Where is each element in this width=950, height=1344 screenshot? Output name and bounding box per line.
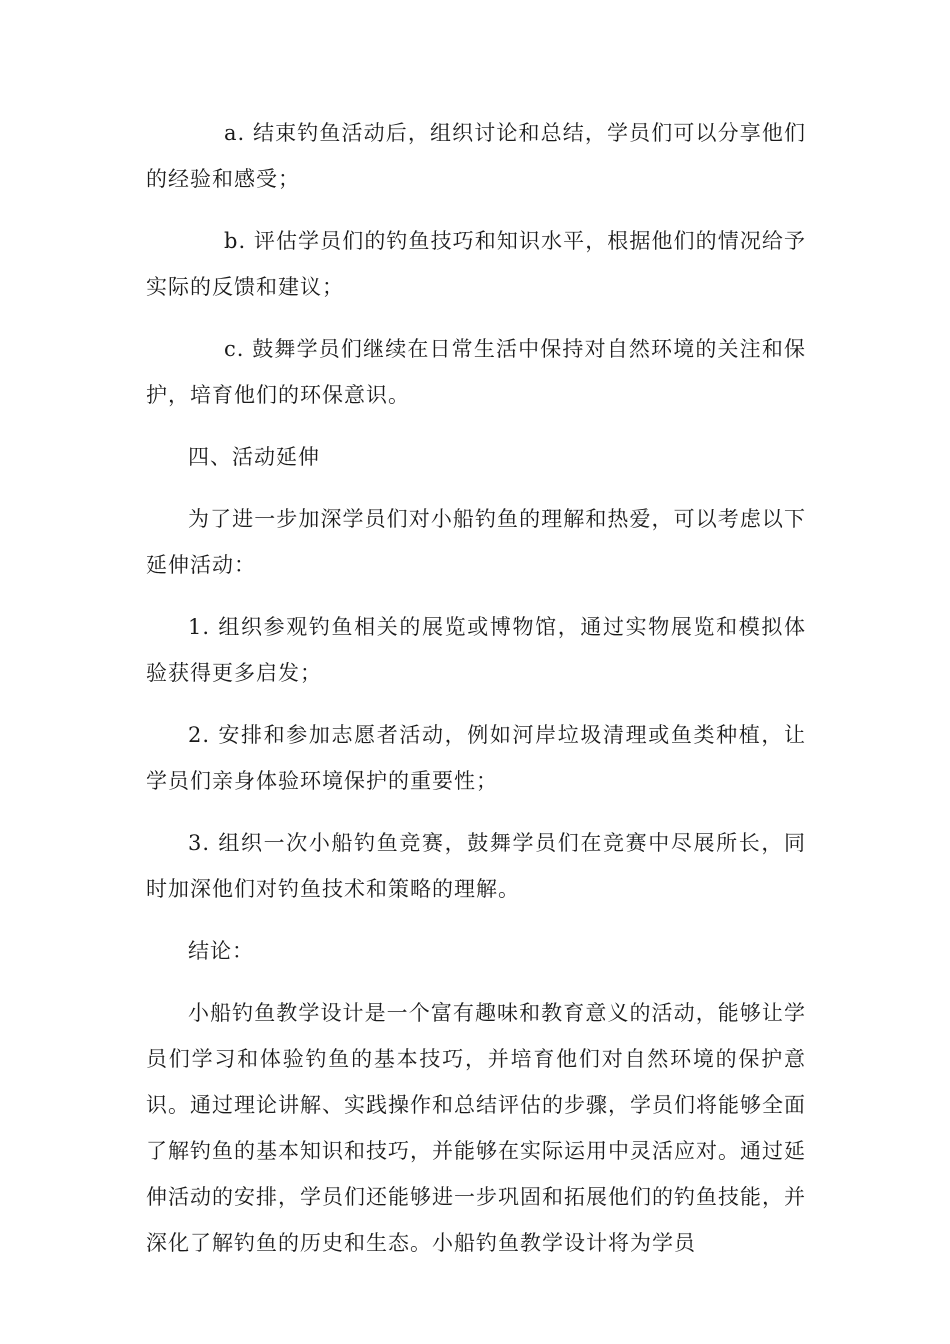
section-heading-conclusion: 结论：: [188, 939, 254, 963]
document-body: [146, 110, 806, 1282]
list-item-c: c. 鼓舞学员们继续在日常生活中保持对自然环境的关注和保护，培育他们的环保意识。: [146, 337, 806, 407]
section-heading-activity-extension: 四、活动延伸: [188, 445, 320, 469]
paragraph-conclusion: 小船钓鱼教学设计是一个富有趣味和教育意义的活动，能够让学员们学习和体验钓鱼的基本技巧，并培育他们对自然环境的保护意识。通过理论讲解、实践操作和总结评估的步骤，学员们将能够全面了解钓鱼的基本知识和技巧，并能够在实际运用中灵活应对。通过延伸活动的安排，学员们还能够进一步巩固和拓展他们的钓鱼技能，并深化了解钓鱼的历史和生态。小船钓鱼教学设计将为学员: [146, 1001, 806, 1255]
list-item-a: a. 结束钓鱼活动后，组织讨论和总结，学员们可以分享他们的经验和感受；: [146, 121, 806, 191]
list-item-b: b. 评估学员们的钓鱼技巧和知识水平，根据他们的情况给予实际的反馈和建议；: [146, 229, 806, 299]
paragraph-extension-intro: 为了进一步加深学员们对小船钓鱼的理解和热爱，可以考虑以下延伸活动：: [146, 507, 806, 577]
list-item-1: 1. 组织参观钓鱼相关的展览或博物馆，通过实物展览和模拟体验获得更多启发；: [146, 615, 806, 685]
list-item-2: 2. 安排和参加志愿者活动，例如河岸垃圾清理或鱼类种植，让学员们亲身体验环境保护的重要性；: [146, 723, 806, 793]
list-item-3: 3. 组织一次小船钓鱼竞赛，鼓舞学员们在竞赛中尽展所长，同时加深他们对钓鱼技术和策略的理解。: [146, 831, 806, 901]
